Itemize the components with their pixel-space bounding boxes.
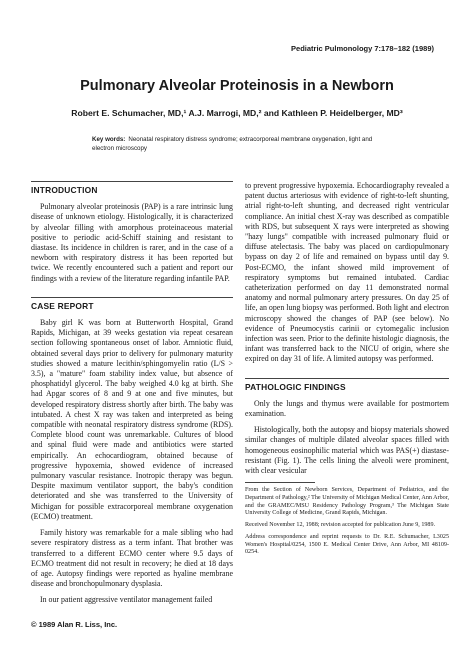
keywords [92,136,392,153]
footnote-rule [245,482,315,483]
right-column [245,181,449,561]
pathologic-findings-heading: PATHOLOGIC FINDINGS [245,381,346,392]
copyright-line: © 1989 Alan R. Liss, Inc. [31,620,118,629]
section-rule [31,181,233,182]
affiliation-footnote: From the Section of Newborn Services, Department of Pediatrics, and the Department of Pathology,² The University of Michigan Medical Center, Ann Arbor, and the GRAMEC/MSU Residency Pathology Program,³ The Michigan State University College of Medicine, Grand Rapids, Michigan. [245,487,449,517]
correspondence-footnote: Address correspondence and reprint requests to Dr. R.E. Schumacher, L3025 Women's Hospital/0254, 1500 E. Medical Center Drive, Ann Arbor, MI 48109-0254. [245,533,449,556]
received-footnote: Received November 12, 1988; revision accepted for publication June 9, 1989. [245,522,436,529]
case-report-heading: CASE REPORT [31,300,94,311]
section-rule [245,378,449,379]
pathology-paragraph-2: Histologically, both the autopsy and biopsy materials showed similar changes of multiple dilated alveolar spaces filled with homogeneous eosinophilic material which was PAS(+) diastase-resistant (Fig. 1). The cells lining the alveoli were prominent, with clear vesicular [245,425,449,476]
intro-heading: INTRODUCTION [31,185,98,195]
case-paragraph-1: Baby girl K was born at Butterworth Hospital, Grand Rapids, Michigan, at 39 weeks gestation via repeat cesarean section following spontaneous onset of labor. Amniotic fluid, obtained several days prior to delivery for pulmonary maturity studies showed a mature lecithin/sphingomyelin ratio (L/S > 3.5), a "mature" foam stability index value, but absence of phosphatidyl glycerol. The baby weighed 4.0 kg at birth. She had Apgar scores of 8 and 9 at one and five minutes, but developed respiratory distress shortly after birth. The baby was intubated. A chest X ray was taken and interpreted as being compatible with neonatal respiratory distress syndrome (RDS). Complete blood count was unremarkable. Cultures of blood and spinal fluid were made and antibiotics were started empirically. An echocardiogram, obtained because of progressive hypoxemia, showed evidence of increased pulmonary vascular resistance. Inotropic therapy was begun. Despite maximum ventilator support, the baby's condition deteriorated and she was transferred to the University of Michigan for possible extracorporeal membrane oxygenation (ECMO) treatment. [31,318,233,521]
author-line: Robert E. Schumacher, MD,¹ A.J. Marrogi, MD,² and Kathleen P. Heidelberger, MD³ [71,108,403,118]
article-title: Pulmonary Alveolar Proteinosis in a Newborn [80,78,394,94]
left-column [31,181,233,612]
case-paragraph-3: In our patient aggressive ventilator management failed [40,595,213,605]
pathology-paragraph-1: Only the lungs and thymus were available for postmortem examination. [245,398,449,419]
case-continued-paragraph: to prevent progressive hypoxemia. Echocardiography revealed a patent ductus arteriosus with evidence of right-to-left shunting, atrial right-to-left shunting, and decreased right ventricular compliance. An initial chest X-ray was described as compatible with RDS, but subsequent X rays were interpreted as showing "hazy lungs" compatible with increased pulmonary fluid or diffuse atelectasis. The baby was placed on cardiopulmonary bypass on day 2 of life and remained on bypass until day 9. Post-ECMO, the infant showed mild improvement of respiratory symptoms but remained intubated. Cardiac catheterization performed on day 11 demonstrated normal anatomy and normal pulmonary artery pressures. On day 25 of life, an open lung biopsy was performed. Both light and electron microscopy showed the changes of PAP (see below). No evidence of Pneumocystis carinii or cytomegalic inclusion infection was seen. Prior to the definite histologic diagnosis, the infant was transferred back to the NICU of origin, where she expired on day 31 of life. A limited autopsy was performed. [245,181,449,364]
journal-citation: Pediatric Pulmonology 7:178–182 (1989) [291,44,434,53]
intro-paragraph: Pulmonary alveolar proteinosis (PAP) is a rare intrinsic lung disease of unknown etiology. Histologically, it is characterized by alveolar filling with amorphous proteinaceous material positive to periodic acid-Schiff staining and resistant to diastase. Its incidence in children is rarer, and in the case of a newborn with respiratory distress it has been reported but twice. We recently encountered such a patient and report our findings with a review of the literature regarding infantile PAP. [31,202,233,283]
case-paragraph-2: Family history was remarkable for a male sibling who had severe respiratory distress as a term infant. That brother was transferred to a different ECMO center where 9.5 days of ECMO treatment did not result in recovery; he died at 18 days of age. Autopsy findings were reported as hyaline membrane disease and bronchopulmonary dysplasia. [31,528,233,589]
section-rule [31,297,233,298]
keywords-text: Neonatal respiratory distress syndrome; extracorporeal membrane oxygenation, light and electron microscopy [92,136,373,152]
keywords-label: Key words: [92,136,126,143]
